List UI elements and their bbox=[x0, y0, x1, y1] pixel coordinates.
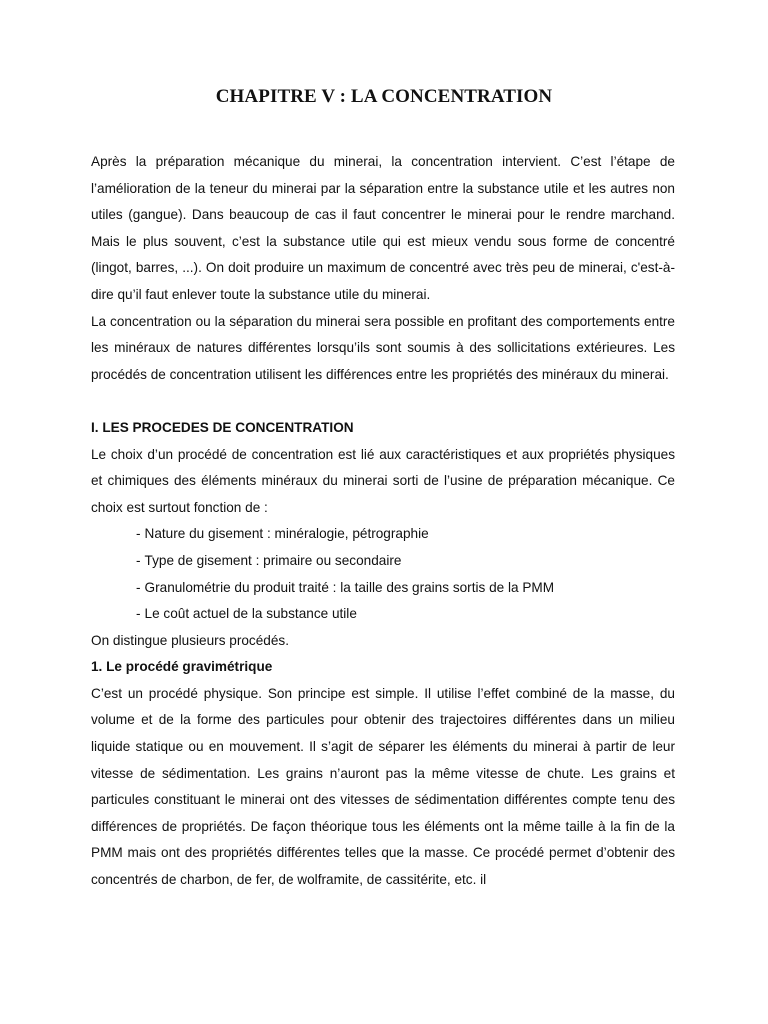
subsection-paragraph: C’est un procédé physique. Son principe est simple. Il utilise l’effet combiné de la masse, du volume et de la forme des particules pour obtenir des trajectoires différentes dans un milieu liquide statique ou en mouvement. Il s’agit de séparer les éléments du minerai à partir de leur vitesse de sédimentation. Les grains n’auront pas la même vitesse de chute. Les grains et particules constituant le minerai ont des vitesses de sédimentation différentes compte tenu des différences de propriétés. De façon théorique tous les éléments ont la même taille à la fin de la PMM mais ont des propriétés différentes telles que la masse. Ce procédé permet d’obtenir des concentrés de charbon, de fer, de wolframite, de cassitérite, etc. il bbox=[91, 685, 675, 888]
list-item bbox=[136, 548, 675, 575]
subsection-heading: 1. Le procédé gravimétrique bbox=[91, 659, 273, 675]
list-dash: - bbox=[136, 526, 141, 542]
list-item-text: Le coût actuel de la substance utile bbox=[144, 606, 357, 622]
chapter-title: CHAPITRE V : LA CONCENTRATION bbox=[215, 86, 553, 107]
list-item bbox=[136, 575, 675, 602]
second-paragraph: La concentration ou la séparation du minerai sera possible en profitant des comportements entre les minéraux de natures différentes lorsqu’ils sont soumis à des sollicitations extérieures. Les procédés de concentration utilisent les différences entre les propriétés des minéraux du minerai. bbox=[91, 313, 675, 382]
list-item-text: Granulométrie du produit traité : la taille des grains sortis de la PMM bbox=[144, 579, 555, 595]
list-item bbox=[136, 601, 675, 628]
document-body bbox=[91, 149, 675, 894]
intro-paragraph: Après la préparation mécanique du minerai, la concentration intervient. C’est l’étape de l’amélioration de la teneur du minerai par la séparation entre la substance utile et les autres non utiles (gangue). Dans beaucoup de cas il faut concentrer le minerai pour le rendre marchand. Mais le plus souvent, c’est la substance utile qui est mieux vendu sous forme de concentré (lingot, barres, ...). On doit produire un maximum de concentré avec très peu de minerai, c'est-à-dire qu’il faut enlever toute la substance utile du minerai. bbox=[91, 154, 675, 302]
section-heading: I. LES PROCEDES DE CONCENTRATION bbox=[91, 419, 354, 435]
criteria-list bbox=[91, 521, 675, 627]
paragraph-gap bbox=[91, 388, 675, 415]
list-dash: - bbox=[136, 579, 141, 595]
section-paragraph: Le choix d’un procédé de concentration est lié aux caractéristiques et aux propriétés physiques et chimiques des éléments minéraux du minerai sorti de l’usine de préparation mécanique. Ce choix est surtout fonction de : bbox=[91, 446, 675, 515]
list-item-text: Nature du gisement : minéralogie, pétrographie bbox=[144, 526, 429, 542]
list-item-text: Type de gisement : primaire ou secondaire bbox=[144, 552, 402, 568]
list-item bbox=[136, 521, 675, 548]
list-dash: - bbox=[136, 606, 141, 622]
after-list-text: On distingue plusieurs procédés. bbox=[91, 632, 289, 648]
list-dash: - bbox=[136, 552, 141, 568]
